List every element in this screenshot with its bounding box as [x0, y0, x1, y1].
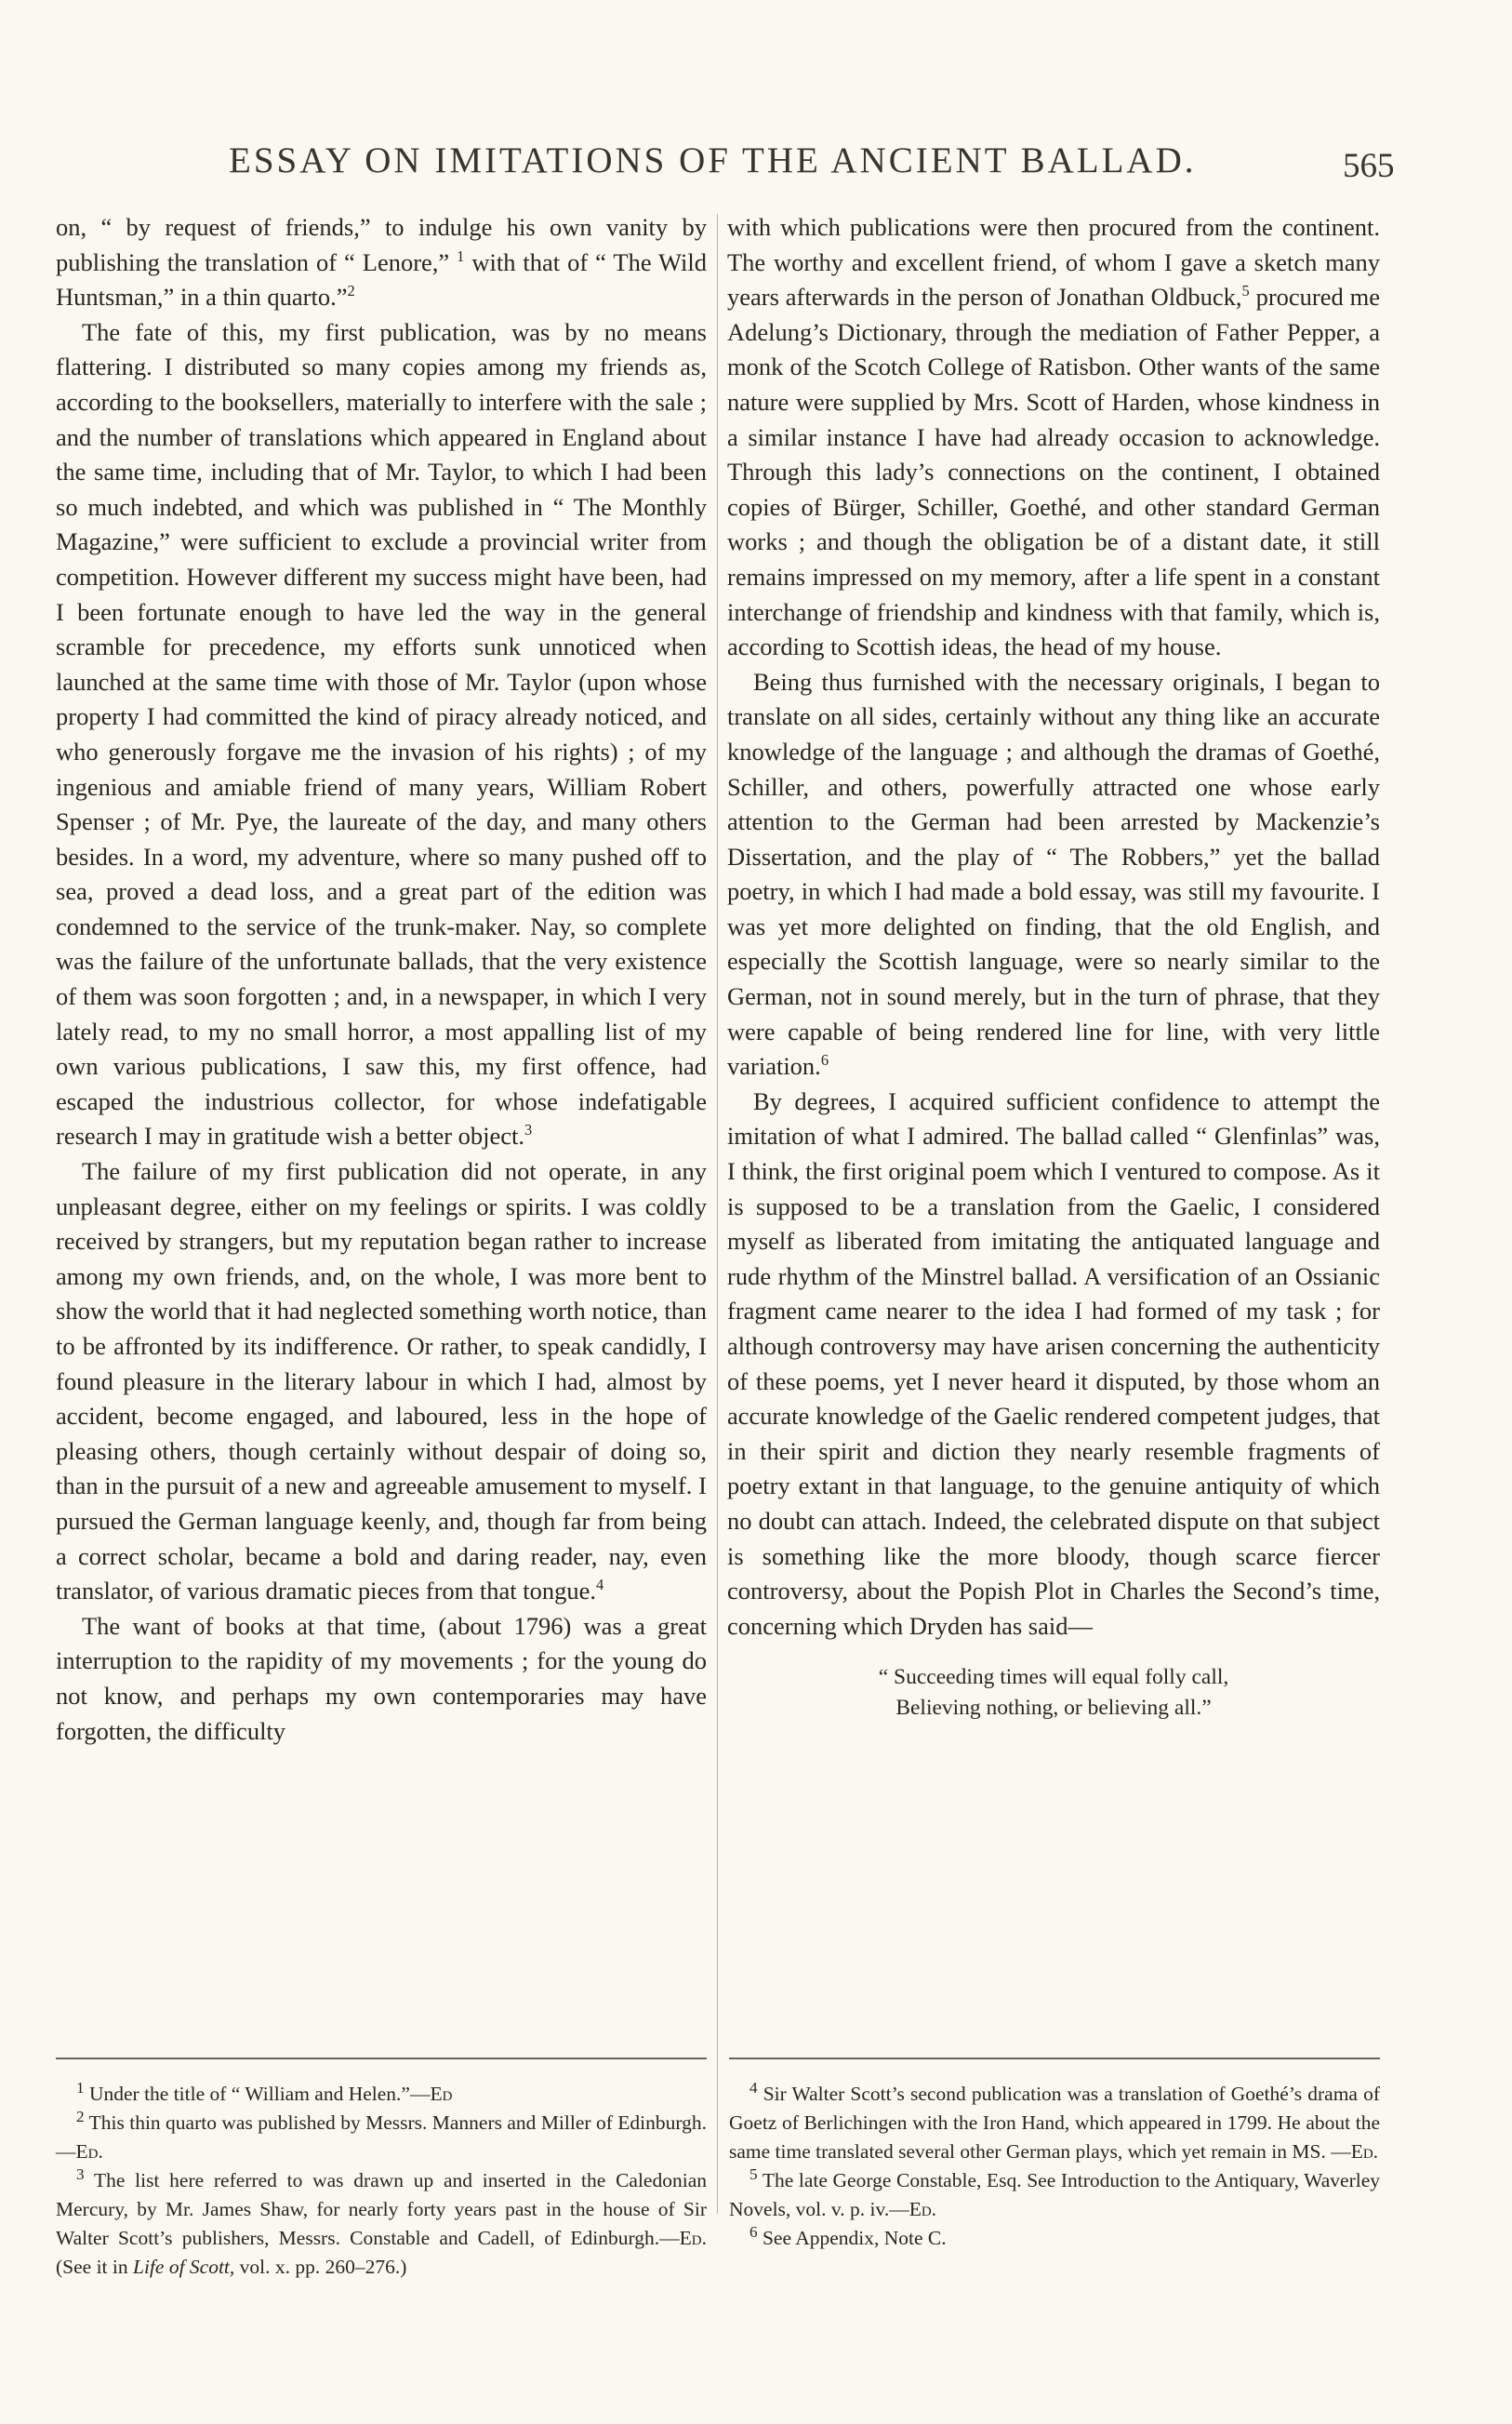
footnote-text: Under the title of “ William and Helen.”— — [88, 2083, 431, 2105]
column-divider — [717, 214, 718, 2214]
footnote-mark: 2 — [76, 2107, 85, 2125]
editor-mark: Ed. — [909, 2198, 937, 2220]
footnote-ref: 4 — [596, 1576, 604, 1594]
book-title: Life of Scott, — [133, 2256, 235, 2278]
footnote-text: The list here referred to was drawn up and inserted in the Caledonian Mercury, by Mr. James Shaw, for nearly forty years past in the house of Sir Walter Scott’s publishers, Messrs. Constable and Cadell, of Edinburgh.— — [56, 2169, 707, 2249]
footnote-ref: 1 — [457, 246, 465, 265]
running-title: ESSAY ON IMITATIONS OF THE ANCIENT BALLAD. — [229, 140, 1197, 180]
footnote-ref: 5 — [1241, 282, 1250, 300]
paragraph — [727, 210, 1380, 665]
footnote-text: Sir Walter Scott’s second publication was a translation of Goethé’s drama of Goetz of Berlichingen with the Iron Hand, which appeared in 1799. He about the same time translated several other German plays, which yet remain in MS. — — [729, 2083, 1380, 2163]
paragraph — [56, 210, 707, 315]
page-number: 565 — [1343, 147, 1395, 185]
footnote-mark: 3 — [76, 2164, 85, 2183]
paragraph-text: The fate of this, my first publication, was by no means flattering. I distributed so many copies among my friends as, according to the booksellers, materially to interfere with the sale ; and the number of translations which appeared in England about the same time, including that of Mr. Taylor, to which I had been so much indebted, and which was published in “ The Monthly Magazine,” were sufficient to exclude a provincial writer from competition. However different my success might have been, had I been fortunate enough to have led the way in the general scramble for precedence, my efforts sunk unnoticed when launched at the same time with those of Mr. Taylor (upon whose property I had committed the kind of piracy already noticed, and who generously forgave me the invasion of his rights) ; of my ingenious and amiable friend of many years, William Robert Spenser ; of Mr. Pye, the laureate of the day, and many others besides. In a word, my adventure, where so many pushed off to sea, proved a dead loss, and a great part of the edition was condemned to the service of the trunk-maker. Nay, so complete was the failure of the unfortunate ballads, that the very existence of them was soon forgotten ; and, in a newspaper, in which I very lately read, to my no small horror, a most appalling list of my own various publications, I saw this, my first offence, had escaped the industrious collector, for whose indefatigable research I may in gratitude wish a better object. — [56, 317, 707, 1151]
footnote-rule — [729, 2058, 1380, 2059]
footnote-ref: 2 — [347, 282, 355, 300]
paragraph-text: The want of books at that time, (about 1796) was a great interruption to the rapidity of my movements ; for the young do not know, and perhaps my own contemporaries may have forgotten, the difficulty — [56, 1611, 707, 1745]
editor-mark: Ed. — [679, 2227, 707, 2249]
footnote-5 — [729, 2166, 1380, 2224]
footnote-ref: 6 — [820, 1051, 829, 1070]
paragraph-text: Being thus furnished with the necessary originals, I began to translate on all sides, certainly without any thing like an accurate knowledge of the language ; and although the dramas of Goethé, Schiller, and others, powerfully attracted one whose early attention to the German had been arrested by Mackenzie’s Dissertation, and the play of “ The Robbers,” yet the ballad poetry, in which I had made a bold essay, was still my favourite. I was yet more delighted on finding, that the old English, and especially the Scottish language, were so nearly similar to the German, not in sound merely, but in the turn of phrase, that they were capable of being rendered line for line, with very little variation. — [727, 667, 1380, 1081]
paragraph-text: with that of “ The Wild Huntsman,” in a thin quarto.” — [56, 247, 707, 312]
paragraph — [56, 1609, 707, 1749]
footnote-text: vol. x. pp. 260–276.) — [234, 2256, 407, 2278]
editor-mark: Ed. — [1350, 2140, 1379, 2163]
paragraph-text: By degrees, I acquired sufficient confidence to attempt the imitation of what I admired. The ballad called “ Glenfinlas” was, I think, the first original poem which I ventured to compose. As it is supposed to be a translation from the Gaelic, I considered myself as liberated from imitating the antiquated language and rude rhythm of the Minstrel ballad. A versification of an Ossianic fragment came nearer to the idea I had formed of my task ; for although controversy may have arisen concerning the authenticity of these poems, yet I never heard it disputed, by those whom an accurate knowledge of the Gaelic rendered competent judges, that in their spirit and diction they nearly resemble fragments of poetry extant in that language, to the genuine antiquity of which no doubt can attach. Indeed, the celebrated dispute on that subject is something like the more bloody, though scarce fiercer controversy, about the Popish Plot in Charles the Second’s time, concerning which Dryden has said— — [727, 1086, 1380, 1640]
footnote-mark: 4 — [749, 2078, 758, 2097]
paragraph — [727, 1085, 1380, 1645]
verse-line: Believing nothing, or believing all.” — [895, 1696, 1212, 1721]
left-column — [56, 210, 707, 1749]
editor-mark: Ed — [430, 2083, 453, 2105]
footnote-mark: 1 — [76, 2078, 85, 2097]
footnote-1 — [56, 2080, 707, 2109]
paragraph-text: on, “ by request of friends,” to indulge his own vanity by publishing the translation of “ Lenore,” — [56, 213, 707, 276]
footnote-text: The late George Constable, Esq. See Introduction to the Antiquary, Waverley Novels, vol. v. p. iv.— — [729, 2169, 1380, 2220]
footnotes-right — [729, 2080, 1380, 2253]
footnote-ref: 3 — [524, 1121, 533, 1139]
footnote-2 — [56, 2109, 707, 2166]
footnote-6 — [729, 2224, 1380, 2253]
footnote-4 — [729, 2080, 1380, 2166]
verse-quote — [727, 1662, 1380, 1724]
editor-mark: Ed. — [75, 2140, 103, 2163]
paragraph-text: The failure of my first publication did not operate, in any unpleasant degree, either on my feelings or spirits. I was coldly received by strangers, but my reputation began rather to increase among my own friends, and, on the whole, I was more bent to show the world that it had neglected something worth notice, than to be affronted by its indifference. Or rather, to speak candidly, I found pleasure in the literary labour in which I had, almost by accident, become engaged, and laboured, less in the hope of pleasing others, though certainly without despair of doing so, than in the pursuit of a new and agreeable amusement to myself. I pursued the German language keenly, and, though far from being a correct scholar, became a bold and daring reader, nay, even translator, of various dramatic pieces from that tongue. — [56, 1157, 707, 1605]
footnotes-left — [56, 2080, 707, 2282]
paragraph — [56, 1154, 707, 1609]
footnote-mark: 5 — [749, 2164, 758, 2183]
verse-line: “ Succeeding times will equal folly call, — [878, 1665, 1229, 1690]
paragraph-text: with which publications were then procured from the continent. The worthy and excellent friend, of whom I gave a sketch many years afterwards in the person of Jonathan Oldbuck, — [727, 213, 1380, 312]
paragraph — [727, 665, 1380, 1085]
footnote-rule — [56, 2058, 707, 2059]
footnote-mark: 6 — [749, 2222, 758, 2241]
footnote-text: (See it in — [56, 2256, 133, 2278]
footnote-text: See Appendix, Note C. — [762, 2227, 947, 2249]
paragraph — [56, 315, 707, 1154]
footnote-3 — [56, 2166, 707, 2282]
footnote-text: This thin quarto was published by Messrs. Manners and Miller of Edinburgh.— — [56, 2111, 707, 2163]
paragraph-text: procured me Adelung’s Dictionary, through the mediation of Father Pepper, a monk of the Scotch College of Ratisbon. Other wants of the same nature were supplied by Mrs. Scott of Harden, whose kindness in a similar instance I have had already occasion to acknowledge. Through this lady’s connections on the continent, I obtained copies of Bürger, Schiller, Goethé, and other standard German works ; and though the obligation be of a distant date, it still remains impressed on my memory, after a life spent in a constant interchange of friendship and kindness with that family, which is, according to Scottish ideas, the head of my house. — [727, 283, 1380, 661]
right-column — [727, 210, 1380, 1724]
